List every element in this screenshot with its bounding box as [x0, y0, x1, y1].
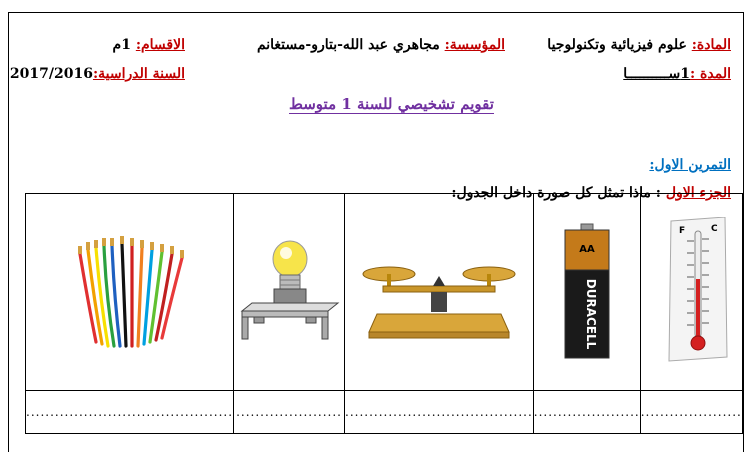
answer-blank[interactable]: ...................... [533, 390, 640, 433]
battery-image [557, 222, 617, 362]
thermo-c-label: C [711, 223, 718, 234]
images-table [25, 193, 743, 434]
answer-blank[interactable]: ...................... [234, 390, 345, 433]
classes-value: 1م [112, 37, 136, 53]
year-field [10, 66, 185, 82]
image-row [26, 194, 743, 391]
part-label: الجزء الاول [665, 185, 731, 201]
year-label: السنة الدراسية: [92, 66, 185, 82]
wires-cell [26, 194, 234, 391]
duration-field [623, 66, 731, 82]
part-text: : ماذا تمثل كل صورة داخل الجدول: [451, 185, 666, 201]
thermometer-cell [640, 194, 742, 391]
balance-scale-image [359, 242, 519, 342]
subject-label: المادة: [691, 37, 731, 53]
subject-value: علوم فيزيائية وتكنولوجيا [547, 37, 692, 53]
answer-blank[interactable]: ..................... [640, 390, 742, 433]
subject-field [547, 37, 731, 53]
balance-cell [345, 194, 534, 391]
answer-row [26, 390, 743, 433]
institution-label: المؤسسة: [444, 37, 505, 53]
page-title: تقويم تشخيصي للسنة 1 متوسط [289, 95, 494, 113]
institution-field [257, 37, 505, 53]
battery-size-label: AA [579, 243, 595, 255]
battery-cell [533, 194, 640, 391]
thermo-f-label: F [679, 225, 686, 236]
answer-blank[interactable]: ........................................... [26, 390, 234, 433]
classes-field [113, 37, 185, 53]
duration-label: المدة : [690, 66, 731, 82]
exercise-label: التمرين الاول: [649, 157, 731, 173]
answer-blank[interactable]: ....................................... [345, 390, 534, 433]
classes-label: الاقسام: [135, 37, 185, 53]
year-value: 2017/2016 [9, 66, 93, 82]
lamp-cell [234, 194, 345, 391]
institution-value: مجاهري عبد الله-بتارو-مستغانم [256, 37, 445, 53]
wires-image [66, 232, 194, 352]
thermometer-image [651, 217, 731, 367]
duration-value: 1ســــــــــا [623, 66, 691, 82]
lamp-image [234, 237, 344, 347]
battery-brand-label: DURACELL [583, 278, 598, 350]
